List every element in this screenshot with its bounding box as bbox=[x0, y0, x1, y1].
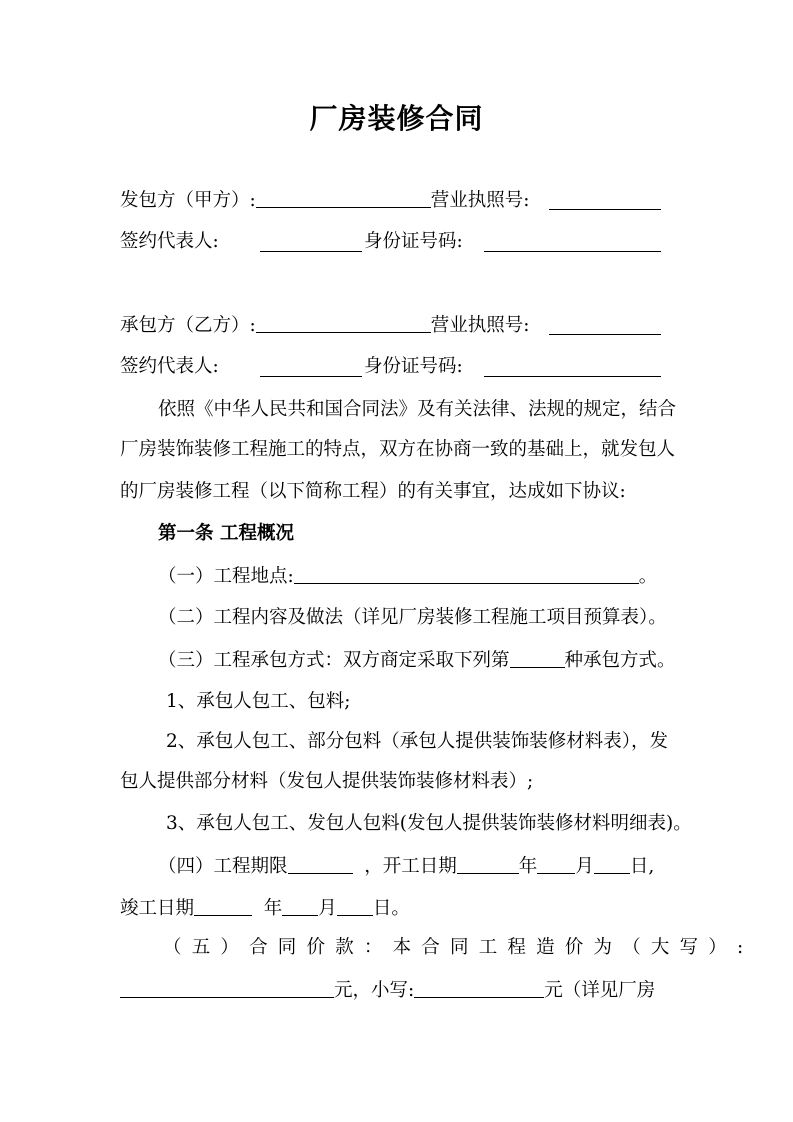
party-a-license-label: 营业执照号: bbox=[430, 190, 530, 211]
option-1-line: 1、承包人包工、包料; bbox=[166, 691, 351, 712]
option-2-line-1: 2、承包人包工、部分包料（承包人提供装饰装修材料表），发 bbox=[166, 731, 669, 752]
start-day-field[interactable] bbox=[594, 851, 630, 874]
end-year-unit: 年 bbox=[263, 898, 283, 919]
item-3-pre: （三）工程承包方式：双方商定采取下列第 bbox=[158, 650, 510, 671]
end-month-field[interactable] bbox=[282, 893, 318, 916]
party-b-id-label: 身份证号码: bbox=[364, 356, 463, 377]
party-b-rep-label: 签约代表人: bbox=[120, 356, 219, 377]
intro-line-2: 厂房装饰装修工程施工的特点，双方在协商一致的基础上，就发包人 bbox=[120, 439, 676, 460]
price-capital-field[interactable] bbox=[120, 975, 334, 998]
intro-line-1: 依照《中华人民共和国合同法》及有关法律、法规的规定，结合 bbox=[158, 399, 677, 420]
price-line bbox=[120, 975, 655, 1005]
item-1-line bbox=[158, 561, 657, 591]
option-3-line: 3、承包人包工、发包人包料(发包人提供装饰装修材料明细表)。 bbox=[166, 813, 692, 834]
contract-type-field[interactable] bbox=[510, 645, 565, 668]
end-day-field[interactable] bbox=[337, 893, 373, 916]
party-a-id-field[interactable] bbox=[484, 229, 661, 252]
item-2-line: （二）工程内容及做法（详见厂房装修工程施工项目预算表）。 bbox=[158, 607, 667, 628]
party-b-name-field[interactable] bbox=[256, 310, 431, 333]
party-a-license-field[interactable] bbox=[549, 187, 661, 210]
item-1-end: 。 bbox=[638, 566, 658, 587]
intro-line-3: 的厂房装修工程（以下简称工程）的有关事宜，达成如下协议: bbox=[120, 481, 626, 502]
start-year-field[interactable] bbox=[457, 851, 519, 874]
party-a-line bbox=[120, 185, 529, 215]
item-3-post: 种承包方式。 bbox=[564, 650, 676, 671]
party-b-license-field[interactable] bbox=[549, 312, 661, 335]
party-b-label: 承包方（乙方）: bbox=[120, 315, 256, 336]
item-3-line bbox=[158, 645, 676, 675]
party-a-id-label: 身份证号码: bbox=[364, 231, 463, 252]
end-month-unit: 月 bbox=[318, 898, 337, 919]
duration-field[interactable] bbox=[288, 851, 353, 874]
party-a-label: 发包方（甲方）: bbox=[120, 190, 256, 211]
party-b-rep-field[interactable] bbox=[260, 354, 362, 377]
start-day-unit: 日, bbox=[629, 856, 655, 877]
start-month-unit: 月 bbox=[575, 856, 594, 877]
party-b-license-label: 营业执照号: bbox=[430, 315, 530, 336]
party-b-line bbox=[120, 310, 529, 340]
start-year-unit: 年 bbox=[518, 856, 538, 877]
price-tail: 元（详见厂房 bbox=[544, 980, 656, 1001]
price-small-field[interactable] bbox=[414, 975, 544, 998]
end-day-unit: 日。 bbox=[372, 898, 410, 919]
start-month-field[interactable] bbox=[537, 851, 575, 874]
option-2-line-2: 包人提供部分材料（发包人提供装饰装修材料表）; bbox=[120, 771, 534, 792]
end-date-line bbox=[120, 893, 410, 923]
item-4-line bbox=[158, 851, 654, 881]
party-a-rep-line bbox=[120, 227, 219, 257]
party-b-rep-line bbox=[120, 352, 219, 382]
item-5-line: （五）合同价款：本合同工程造价为（大写）: bbox=[163, 937, 754, 958]
price-small-label: 元，小写: bbox=[334, 980, 415, 1001]
party-a-rep-field[interactable] bbox=[260, 229, 362, 252]
article-1-heading: 第一条 工程概况 bbox=[158, 523, 294, 544]
item-1-label: （一）工程地点: bbox=[158, 566, 294, 587]
party-a-rep-label: 签约代表人: bbox=[120, 231, 219, 252]
item-4-pre: （四）工程期限 bbox=[158, 856, 288, 877]
end-year-field[interactable] bbox=[194, 893, 252, 916]
party-b-id-field[interactable] bbox=[484, 354, 661, 377]
project-location-field[interactable] bbox=[294, 561, 639, 584]
end-date-label: 竣工日期 bbox=[120, 898, 195, 919]
party-a-name-field[interactable] bbox=[256, 185, 431, 208]
document-title: 厂房装修合同 bbox=[309, 102, 484, 135]
start-date-label: ，开工日期 bbox=[364, 856, 457, 877]
